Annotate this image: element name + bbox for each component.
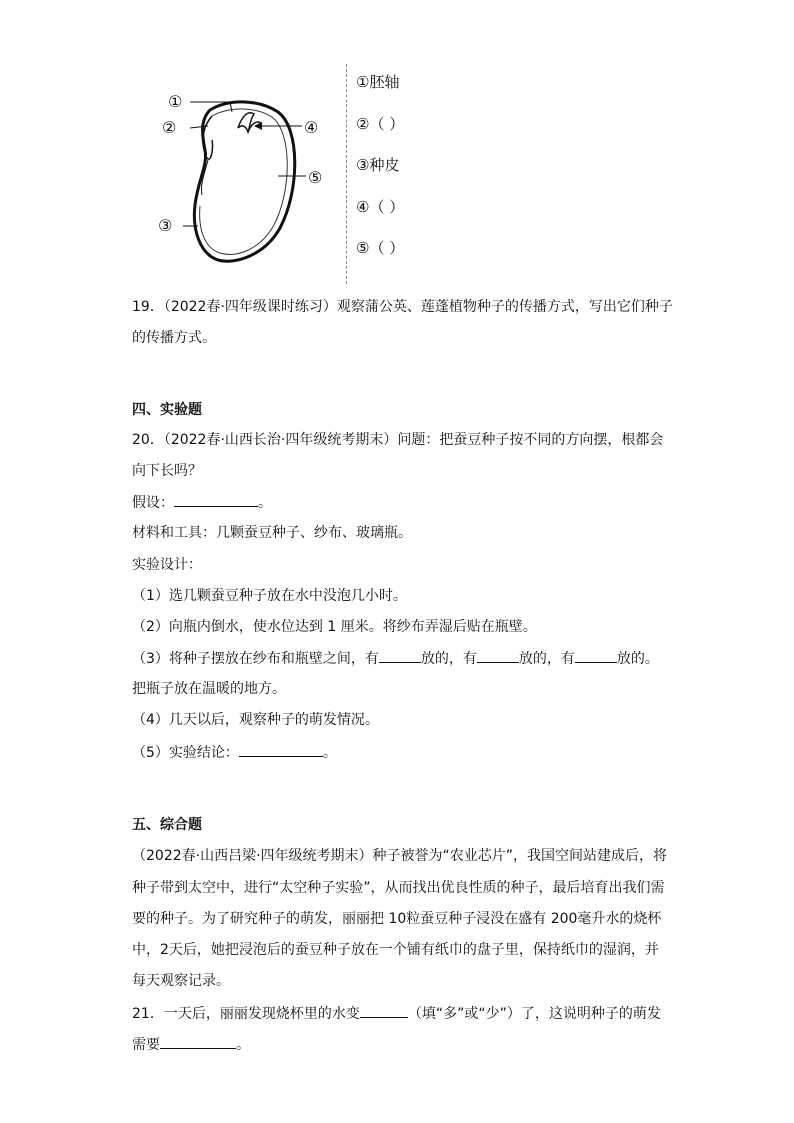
q21-line1 xyxy=(132,1003,661,1024)
answer-1: ①胚轴 xyxy=(356,73,400,91)
intro-line4: 中，2天后，她把浸泡后的蚕豆种子放在一个铺有纸巾的盘子里，保持纸巾的湿润，并 xyxy=(132,942,659,958)
q20-line2: 向下长吗？ xyxy=(132,463,202,479)
step3-blank-3[interactable] xyxy=(575,648,617,663)
hypothesis-blank[interactable] xyxy=(174,492,258,507)
answer-4: ④（ ） xyxy=(356,198,405,216)
conclusion-blank[interactable] xyxy=(239,742,323,757)
step-3 xyxy=(132,648,659,669)
q21-line2-label: 需要 xyxy=(132,1037,160,1053)
section5-title: 五、综合题 xyxy=(132,817,202,833)
marker-5: ⑤ xyxy=(308,168,323,187)
q21-part-b: （填“多”或“少”）了，这说明种子的萌发 xyxy=(407,1006,661,1022)
step3-blank-1[interactable] xyxy=(379,648,421,663)
marker-1: ① xyxy=(168,92,183,111)
step5-label: （5）实验结论： xyxy=(132,745,239,761)
marker-2: ② xyxy=(162,118,177,137)
q19-line2: 的传播方式。 xyxy=(132,330,216,346)
answer-3: ③种皮 xyxy=(356,156,400,174)
step5-period: 。 xyxy=(322,745,337,761)
step3-part-d: 放的。 xyxy=(616,651,659,667)
q21-period: 。 xyxy=(236,1037,250,1053)
intro-line2: 种子带到太空中，进行“太空种子实验”，从而找出优良性质的种子，最后培育出我们需 xyxy=(132,880,665,896)
hypothesis-period: 。 xyxy=(258,495,272,511)
intro-line3: 要的种子。为了研究种子的萌发，丽丽把 10粒蚕豆种子浸没在盛有 200毫升水的烧杯 xyxy=(132,911,662,927)
section4-title: 四、实验题 xyxy=(132,402,202,418)
step3-part-a: （3）将种子摆放在纱布和瓶壁之间，有 xyxy=(132,651,379,667)
diagram-divider xyxy=(346,64,347,284)
marker-3: ③ xyxy=(158,216,173,235)
q20-line1: 20．（2022春·山西长治·四年级统考期末）问题：把蚕豆种子按不同的方向摆，根都会 xyxy=(132,432,664,448)
step-4: （4）几天以后，观察种子的萌发情况。 xyxy=(132,712,379,728)
design-label: 实验设计： xyxy=(132,557,202,573)
marker-4: ④ xyxy=(304,118,319,137)
q21-blank-2[interactable] xyxy=(160,1034,236,1049)
step-1: （1）选几颗蚕豆种子放在水中没泡几小时。 xyxy=(132,588,407,604)
hypothesis-label: 假设： xyxy=(132,495,174,511)
intro-line5: 每天观察记录。 xyxy=(132,973,230,989)
q21-blank-1[interactable] xyxy=(360,1003,408,1018)
materials-line: 材料和工具：几颗蚕豆种子、纱布、玻璃瓶。 xyxy=(132,525,412,541)
hypothesis-line xyxy=(132,492,272,513)
intro-line1: （2022春·山西吕梁·四年级统考期末）种子被誉为“农业芯片”，我国空间站建成后，将 xyxy=(132,848,668,864)
answer-5: ⑤（ ） xyxy=(356,239,405,257)
step3-line2: 把瓶子放在温暖的地方。 xyxy=(132,681,286,697)
answer-2: ②（ ） xyxy=(356,115,405,133)
step-2: （2）向瓶内倒水，使水位达到 1 厘米。将纱布弄湿后贴在瓶壁。 xyxy=(132,619,537,635)
q19-line1: 19．（2022春·四年级课时练习）观察蒲公英、莲蓬植物种子的传播方式，写出它们种子 xyxy=(132,299,673,315)
step3-part-c: 放的，有 xyxy=(518,651,575,667)
step3-blank-2[interactable] xyxy=(477,648,519,663)
step-5 xyxy=(132,742,337,763)
seed-diagram xyxy=(150,80,350,280)
step3-part-b: 放的，有 xyxy=(420,651,477,667)
q21-part-a: 21．一天后，丽丽发现烧杯里的水变 xyxy=(132,1006,360,1022)
q21-line2 xyxy=(132,1034,250,1055)
